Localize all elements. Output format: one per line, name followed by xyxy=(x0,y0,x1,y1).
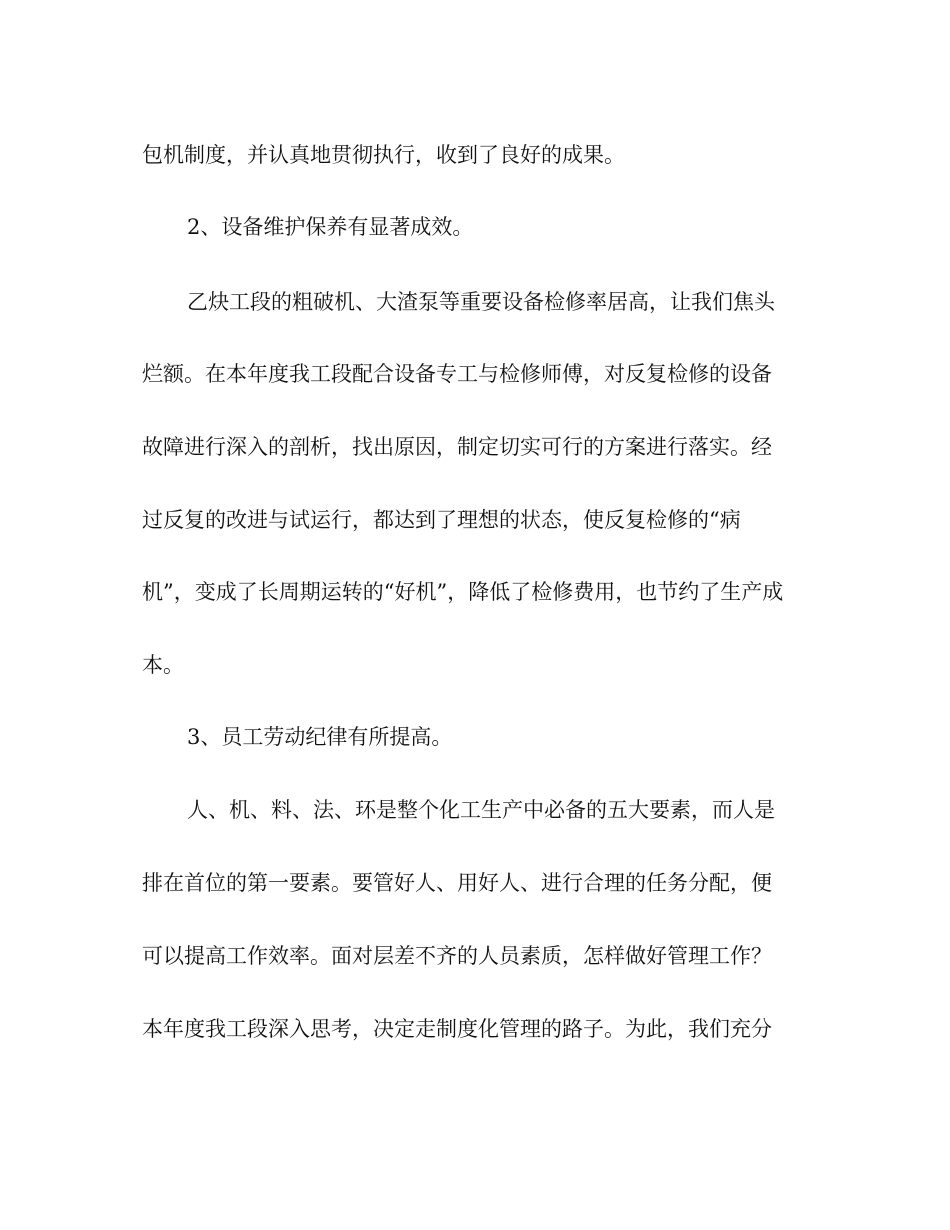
body-text-line: 故障进行深入的剖析，找出原因，制定切实可行的方案进行落实。经 xyxy=(142,435,772,459)
section-heading: 2、设备维护保养有显著成效。 xyxy=(187,215,474,239)
body-text-line: 本。 xyxy=(142,653,184,677)
body-text-line: 排在首位的第一要素。要管好人、用好人、进行合理的任务分配，便 xyxy=(142,871,772,895)
body-text-line: 包机制度，并认真地贯彻执行，收到了良好的成果。 xyxy=(142,143,625,167)
body-text-line: 人、机、料、法、环是整个化工生产中必备的五大要素，而人是 xyxy=(187,798,775,822)
body-text-line: 机”，变成了长周期运转的“好机”，降低了检修费用，也节约了生产成 xyxy=(142,580,784,604)
body-text-line: 可以提高工作效率。面对层差不齐的人员素质，怎样做好管理工作？ xyxy=(142,944,772,968)
body-text-line: 烂额。在本年度我工段配合设备专工与检修师傅，对反复检修的设备 xyxy=(142,362,772,386)
body-text-line: 本年度我工段深入思考，决定走制度化管理的路子。为此，我们充分 xyxy=(142,1017,772,1041)
body-text-line: 过反复的改进与试运行，都达到了理想的状态，使反复检修的“病 xyxy=(142,508,741,532)
body-text-line: 乙炔工段的粗破机、大渣泵等重要设备检修率居高，让我们焦头 xyxy=(187,290,775,314)
section-heading: 3、员工劳动纪律有所提高。 xyxy=(187,725,453,749)
